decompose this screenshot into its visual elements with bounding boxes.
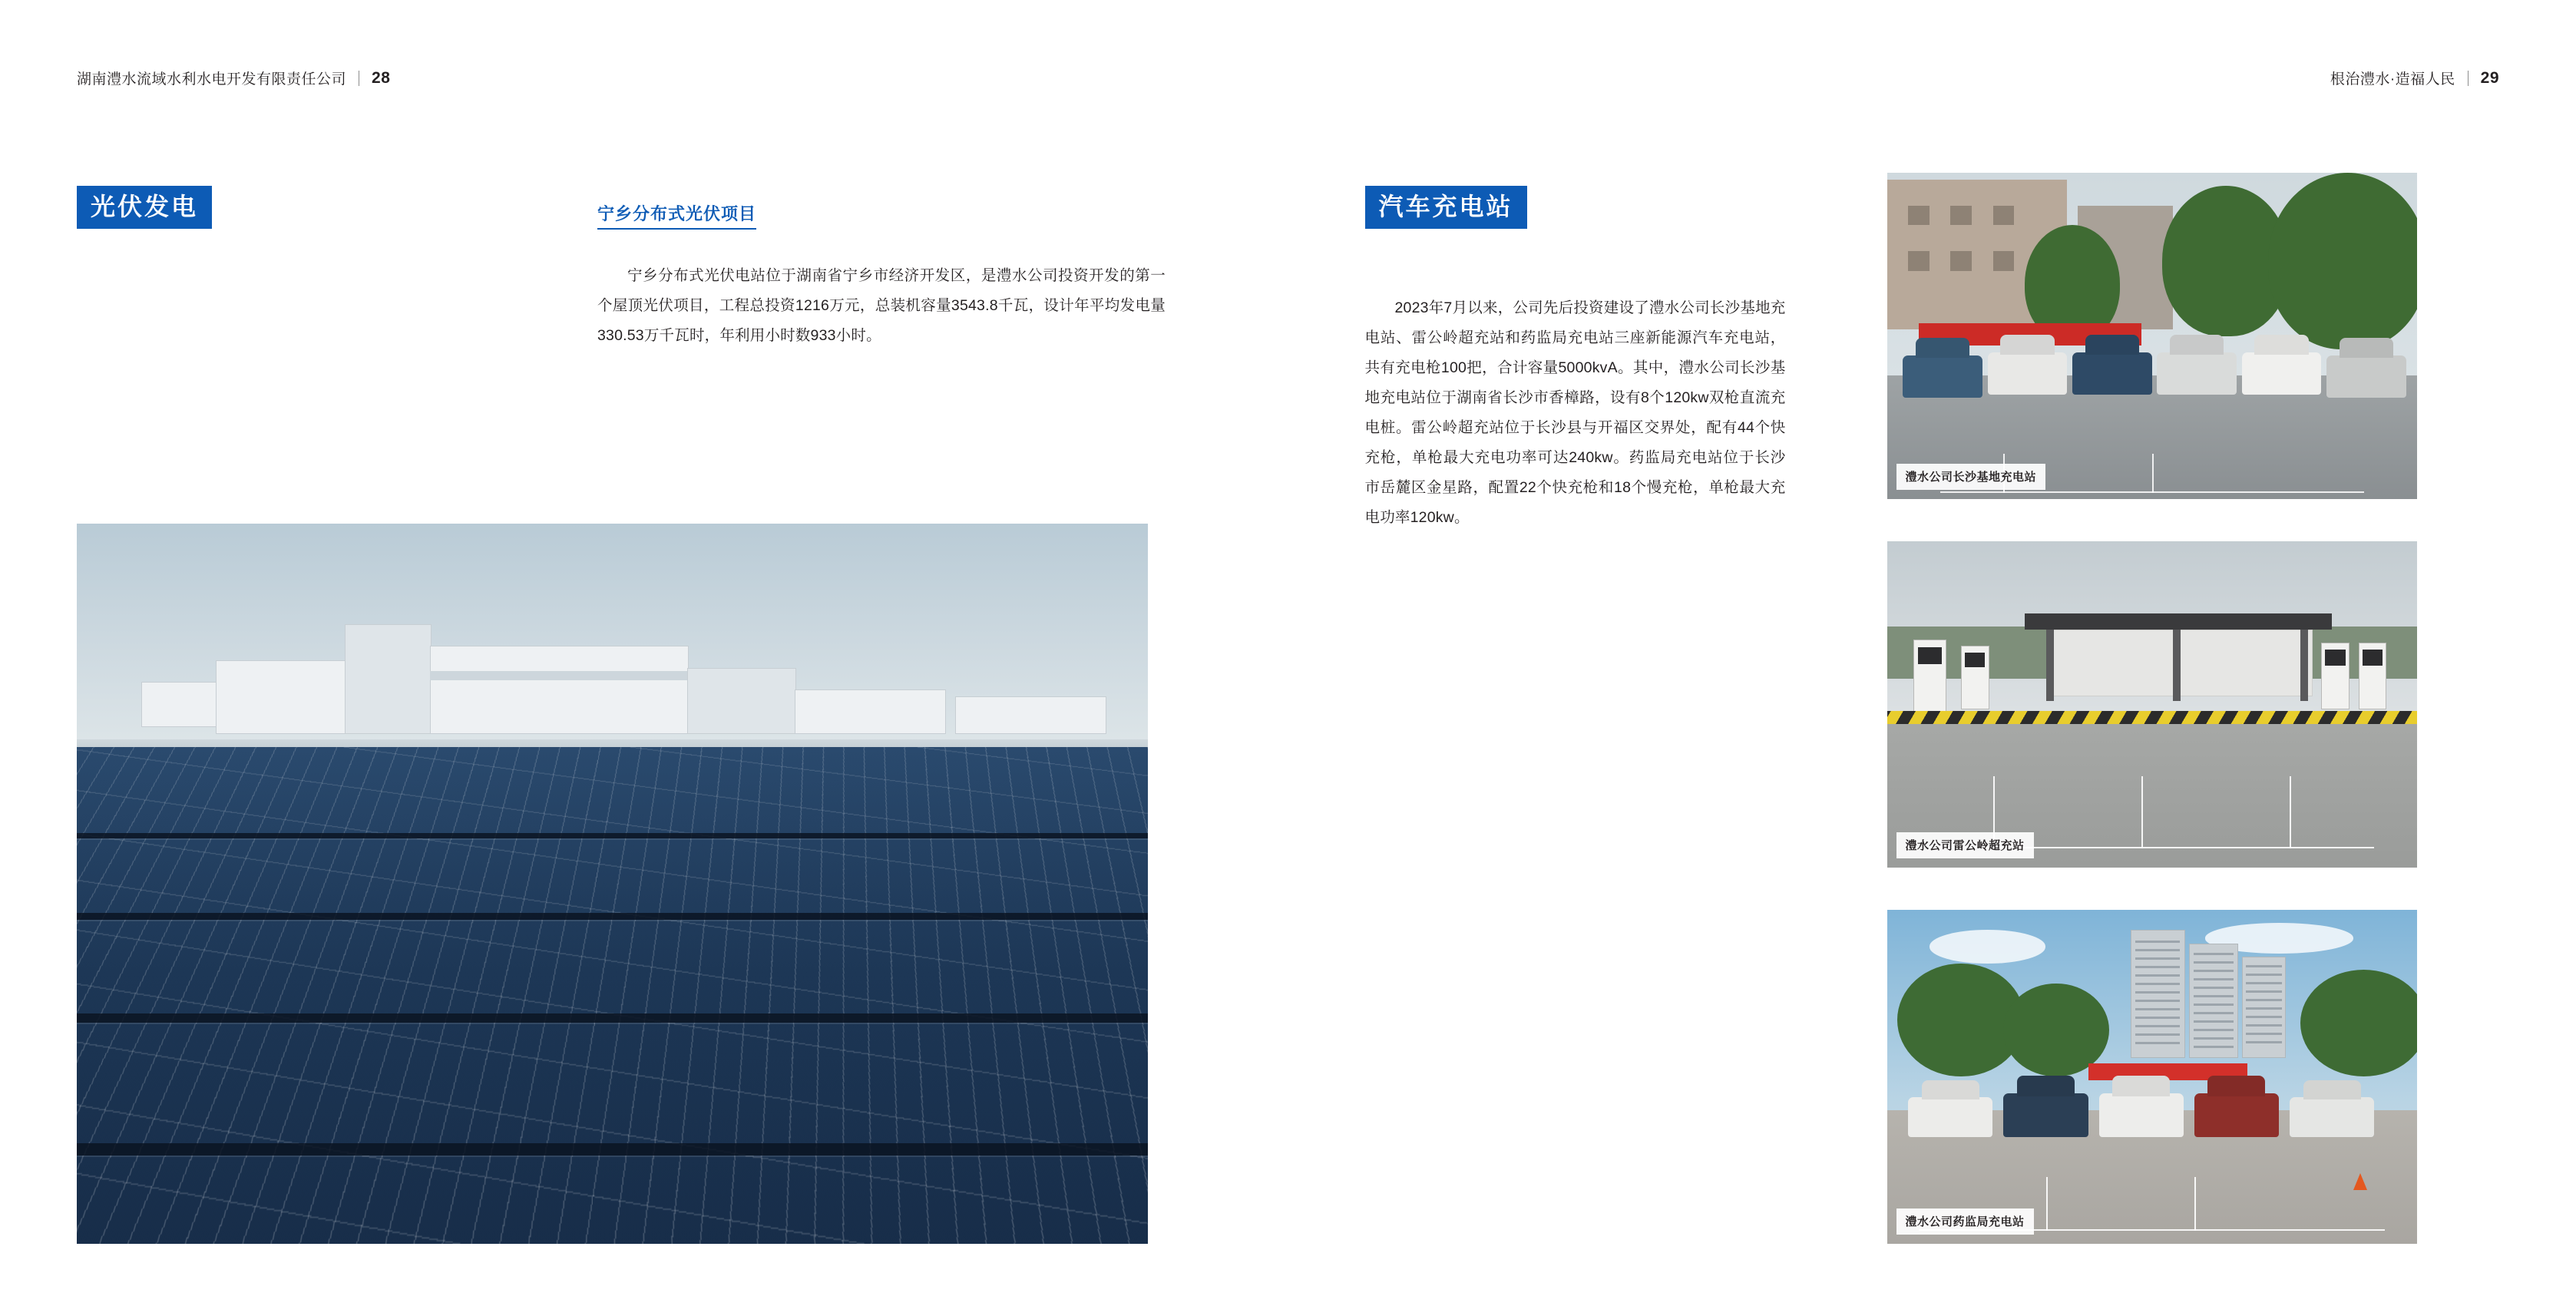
cloud <box>1930 930 2046 964</box>
right-running-header <box>2330 68 2499 88</box>
car <box>1988 352 2068 395</box>
canopy-post <box>2046 630 2054 702</box>
building-far-3 <box>345 624 432 734</box>
building-far-1 <box>141 682 218 726</box>
right-page <box>1288 0 2576 1306</box>
window <box>1908 251 1930 271</box>
car <box>2099 1093 2184 1137</box>
photo-solar-rooftop <box>77 524 1148 1244</box>
car <box>1908 1097 1992 1137</box>
page-number-right: 29 <box>2480 68 2499 87</box>
header-divider <box>2468 71 2469 86</box>
company-name: 湖南澧水流域水利水电开发有限责任公司 <box>77 71 347 88</box>
parking-line <box>2290 776 2291 848</box>
factory-hall-stripe <box>430 671 687 679</box>
photo-changsha-base-station <box>1887 173 2417 499</box>
solar-panel-array <box>77 747 1148 1244</box>
car <box>2194 1093 2279 1137</box>
charging-pile <box>1961 646 1989 709</box>
car <box>2072 352 2152 395</box>
parking-line <box>2152 454 2154 493</box>
photo-caption: 澧水公司雷公岭超充站 <box>1896 832 2034 858</box>
car <box>2003 1093 2088 1137</box>
car <box>2326 355 2406 398</box>
page-number-left: 28 <box>372 68 391 87</box>
charging-pile <box>2359 643 2387 709</box>
right-body-text: 2023年7月以来，公司先后投资建设了澧水公司长沙基地充电站、雷公岭超充站和药监局充电站三座新能源汽车充电站，共有充电枪100把，合计容量5000kvA。其中，澧水公司长沙基地充电站位于湖南省长沙市香樟路，设有8个120kw双枪直流充电桩。雷公岭超充站位于长沙县与开福区交界处，配有44个快充枪，单枪最大充电功率可达240kw。药监局充电站位于长沙市岳麓区金星路，配置22个快充枪和18个慢充枪，单枪最大充电功率120kw。 <box>1364 299 1786 526</box>
car <box>2290 1097 2374 1137</box>
tree <box>2268 173 2416 349</box>
parking-line <box>2141 776 2143 848</box>
building-far-6 <box>955 696 1106 734</box>
charging-pile <box>1913 640 1946 713</box>
building-far-5 <box>795 689 946 734</box>
window <box>1908 206 1930 226</box>
canopy-roof <box>2025 613 2332 630</box>
charging-pile <box>2321 643 2349 709</box>
photo-caption: 澧水公司药监局充电站 <box>1896 1208 2034 1235</box>
canopy-post <box>2300 630 2308 702</box>
building-far-2 <box>216 660 346 734</box>
panel-gap-3 <box>77 1013 1148 1023</box>
car <box>2157 352 2237 395</box>
yellow-black-kerb <box>1887 711 2417 724</box>
panel-gap-1 <box>77 833 1148 838</box>
window <box>1993 251 2015 271</box>
window <box>1950 206 1972 226</box>
car <box>1903 355 1982 398</box>
panel-gap-4 <box>77 1143 1148 1156</box>
parking-line <box>2194 1177 2196 1231</box>
high-rise-tower <box>2131 930 2185 1058</box>
factory-hall <box>430 646 689 734</box>
photo-yaojianju-station <box>1887 910 2417 1244</box>
slogan: 根治澧水·造福人民 <box>2330 71 2455 88</box>
canopy-post <box>2173 630 2181 702</box>
traffic-cone <box>2353 1173 2367 1190</box>
section-badge-ev: 汽车充电站 <box>1365 186 1527 229</box>
building-far-4 <box>687 668 796 734</box>
section-badge-pv: 光伏发电 <box>77 186 212 229</box>
photo-caption: 澧水公司长沙基地充电站 <box>1896 464 2046 490</box>
subsection-title-ningxiang: 宁乡分布式光伏项目 <box>597 201 756 230</box>
left-body-text: 宁乡分布式光伏电站位于湖南省宁乡市经济开发区，是澧水公司投资开发的第一个屋顶光伏项目，工程总投资1216万元，总装机容量3543.8千瓦，设计年平均发电量330.53万千瓦时，年利用小时数933小时。 <box>597 267 1166 344</box>
photo-leigongling-station <box>1887 541 2417 868</box>
high-rise-tower <box>2189 944 2238 1059</box>
panel-gap-2 <box>77 913 1148 920</box>
car <box>2242 352 2322 395</box>
left-running-header <box>77 68 390 88</box>
window <box>1950 251 1972 271</box>
parking-line <box>2046 1177 2048 1231</box>
window <box>1993 206 2015 226</box>
high-rise-tower <box>2242 957 2286 1059</box>
